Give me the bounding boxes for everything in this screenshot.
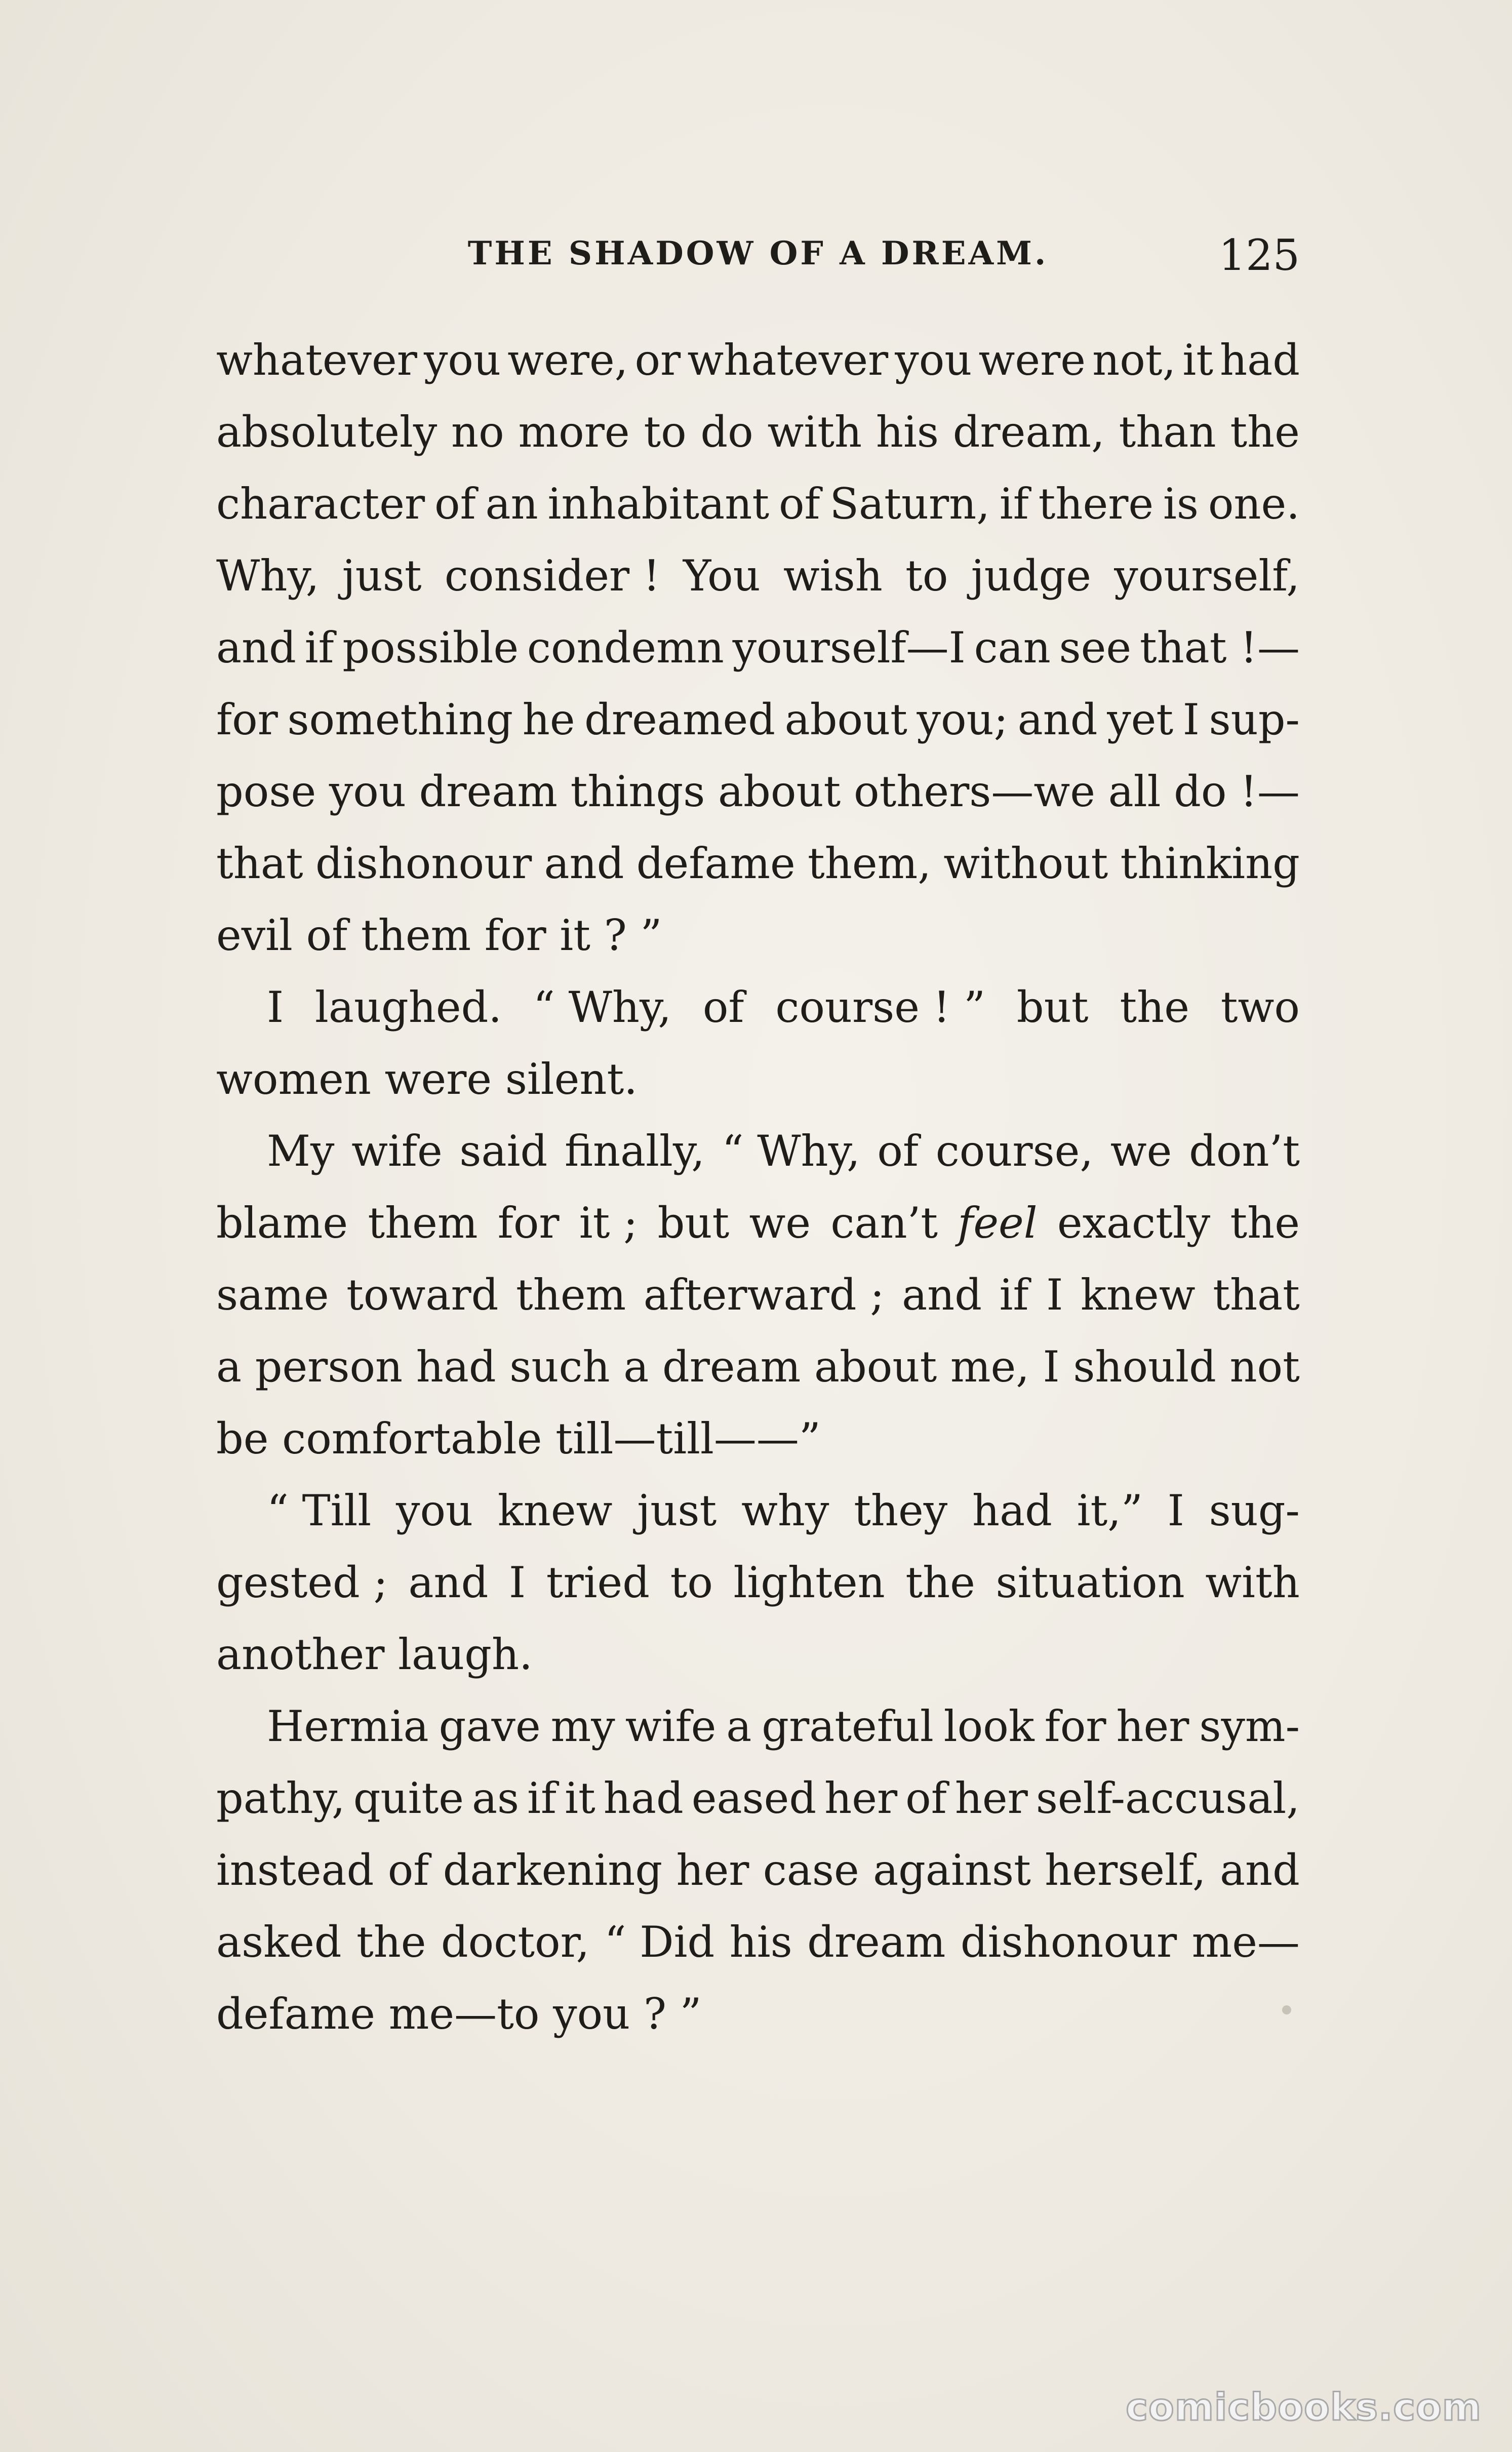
paper-spot [1282,2005,1291,2014]
word: if [999,1270,1029,1320]
text-line [216,1043,1300,1115]
word: more [518,407,630,457]
word: it ; [579,1198,638,1248]
word: if [999,479,1029,529]
word: my [550,1702,615,1751]
text-line [216,1331,1300,1403]
word: were [978,335,1086,385]
text-line [216,1690,1300,1762]
word: I [1043,1342,1060,1392]
word: of [702,982,744,1032]
word: had [416,1342,496,1392]
word: toward [346,1270,499,1320]
word: whatever [687,335,889,385]
word: do !— [1174,767,1300,816]
word: and [1017,695,1098,744]
word: about [718,767,841,816]
word: them [515,1270,626,1320]
word: dream [419,767,558,816]
word: dreamed [584,695,776,744]
text-line [216,1403,1300,1475]
text-line [216,324,1300,396]
word: something [287,695,513,744]
word: same [216,1270,329,1320]
word: her [954,1773,1028,1823]
word: of [877,1126,919,1176]
word: were, [507,335,628,385]
word: You [683,551,761,601]
word: “ Why, [722,1126,860,1176]
word: consider ! [444,551,660,601]
word: possible [342,623,519,673]
word: had [603,1773,684,1823]
word: wish [783,551,883,601]
word: for [216,695,278,744]
word: that !— [1139,623,1300,673]
word: but [657,1198,730,1248]
word: see [1059,623,1132,673]
word: of [905,1773,947,1823]
word: My [267,1126,335,1176]
word: you [423,335,501,385]
word: sup- [1209,695,1300,744]
text-line [216,971,1300,1043]
word: it,” [1077,1486,1143,1535]
word: had [972,1486,1052,1535]
word: dream, [952,407,1105,457]
word: dishonour [315,839,532,888]
word: why [741,1486,829,1535]
page-number: 125 [1218,230,1300,280]
text-line [216,1259,1300,1331]
text-line [216,899,1300,971]
word: defame [636,839,795,888]
word: condemn [527,623,724,673]
word: can’t [830,1198,938,1248]
text-line [216,1475,1300,1547]
word: as [471,1773,520,1823]
word: and [216,623,296,673]
text-line [216,827,1300,899]
word: another laugh. [216,1630,533,1679]
word: “ Did [604,1917,715,1967]
word: can [974,623,1051,673]
word: for [497,1198,560,1248]
word: of [434,479,476,529]
word: yourself, [1114,551,1300,601]
text-line [216,468,1300,540]
word: laughed. [315,982,502,1032]
word: them, [808,839,931,888]
word: there [1038,479,1154,529]
word: the [1230,1198,1300,1248]
word: is [1163,479,1199,529]
word: a [623,1342,649,1392]
word: about [784,695,907,744]
word: for [1044,1702,1106,1751]
word: absolutely [216,407,437,457]
word: an [485,479,538,529]
word: you [396,1486,473,1535]
word: don’t [1189,1126,1300,1176]
word: self-accusal, [1036,1773,1300,1823]
running-title: THE SHADOW OF A DREAM. [467,234,1049,272]
word: no [451,407,504,457]
word: them [368,1198,478,1248]
word: gave [439,1702,541,1751]
word: it [565,1773,595,1823]
word: dream [662,1342,801,1392]
word: situation [996,1558,1185,1607]
text-line [216,1187,1300,1259]
word: to [905,551,948,601]
text-line [216,612,1300,684]
word: dishonour [960,1917,1177,1967]
word: with [1205,1558,1300,1607]
word: yet [1107,695,1174,744]
word: just [637,1486,717,1535]
word: the [1120,982,1189,1032]
word: that [1213,1270,1300,1320]
word: blame [216,1198,348,1248]
word: I [1167,1486,1184,1535]
word: that [216,839,303,888]
word: knew [1080,1270,1196,1320]
word: I [1046,1270,1063,1320]
word: pathy, [216,1773,345,1823]
word: exactly [1057,1198,1211,1248]
word: should [1073,1342,1216,1392]
body-text [216,324,1300,2050]
word: finally, [564,1126,705,1176]
word: herself, [1045,1845,1206,1895]
word: tried [546,1558,650,1607]
text-line [216,1978,1300,2050]
word: not, [1092,335,1176,385]
word: afterward ; [643,1270,885,1320]
word: you [895,335,972,385]
word: sug- [1209,1486,1300,1535]
word: wife [625,1702,717,1751]
word: with [767,407,862,457]
word: darkening [443,1845,663,1895]
text-line [216,540,1300,612]
word: one. [1208,479,1300,529]
word: quite [353,1773,464,1823]
word: feel [958,1198,1038,1248]
word: doctor, [441,1917,590,1967]
word: course, [935,1126,1094,1176]
word: her [824,1773,898,1823]
word: asked [216,1917,342,1967]
word: things [570,767,705,816]
word: we [749,1198,811,1248]
word: if [304,623,334,673]
text-line [216,684,1300,756]
word: than [1119,407,1216,457]
word: such [509,1342,610,1392]
word: eased [691,1773,817,1823]
word: me, [950,1342,1029,1392]
word: and [902,1270,982,1320]
word: to [644,407,687,457]
word: we [1110,1126,1172,1176]
word: gested ; [216,1558,388,1607]
word: the [356,1917,426,1967]
text-line [216,1762,1300,1834]
word: “ Why, [533,982,672,1032]
word: “ Till [267,1486,372,1535]
word: and [408,1558,489,1607]
word: yourself—I [732,623,966,673]
word: and [1219,1845,1300,1895]
word: inhabitant [547,479,770,529]
word: it [1182,335,1213,385]
word: person [255,1342,403,1392]
word: be comfortable till—till——” [216,1414,821,1464]
word: against [873,1845,1031,1895]
word: to [670,1558,713,1607]
word: pose [216,767,316,816]
word: said [459,1126,548,1176]
word: I [267,982,284,1032]
watermark: comicbooks.com [1126,2386,1482,2429]
word: wife [351,1126,443,1176]
word: evil of them for it ? ” [216,911,662,960]
word: or [634,335,681,385]
word: defame me—to you ? ” [216,1989,702,2039]
word: all [1108,767,1161,816]
word: sym- [1199,1702,1300,1751]
text-line [216,1115,1300,1187]
word: they [854,1486,948,1535]
word: lighten [733,1558,885,1607]
word: a [216,1342,242,1392]
word: the [905,1558,975,1607]
running-head [216,230,1300,286]
word: me— [1191,1917,1300,1967]
text-line [216,756,1300,827]
word: a [726,1702,752,1751]
word: he [522,695,575,744]
word: do [700,407,753,457]
word: knew [497,1486,613,1535]
word: instead [216,1845,374,1895]
word: case [763,1845,859,1895]
word: but [1016,982,1089,1032]
word: Why, [216,551,320,601]
text-line [216,1547,1300,1618]
word: without [943,839,1108,888]
text-line [216,1834,1300,1906]
word: the [1230,407,1300,457]
word: grateful [762,1702,934,1751]
word: women were silent. [216,1054,638,1104]
word: had [1220,335,1300,385]
word: her [676,1845,749,1895]
word: whatever [216,335,417,385]
word: character [216,479,425,529]
word: two [1220,982,1300,1032]
word: just [342,551,422,601]
word: judge [971,551,1092,601]
word: others—we [853,767,1095,816]
word: if [527,1773,557,1823]
text-line [216,1618,1300,1690]
word: Saturn, [829,479,990,529]
word: not [1229,1342,1300,1392]
text-line [216,396,1300,468]
word: thinking [1120,839,1300,888]
word: his [729,1917,792,1967]
word: I [508,1558,526,1607]
word: her [1116,1702,1189,1751]
word: look [943,1702,1034,1751]
word: I [1182,695,1200,744]
word: his [876,407,939,457]
word: you; [917,695,1008,744]
word: course ! ” [775,982,986,1032]
text-line [216,1906,1300,1978]
word: of [387,1845,429,1895]
word: you [329,767,406,816]
word: Hermia [267,1702,429,1751]
word: dream [807,1917,946,1967]
word: of [778,479,820,529]
word: about [814,1342,937,1392]
word: and [544,839,624,888]
